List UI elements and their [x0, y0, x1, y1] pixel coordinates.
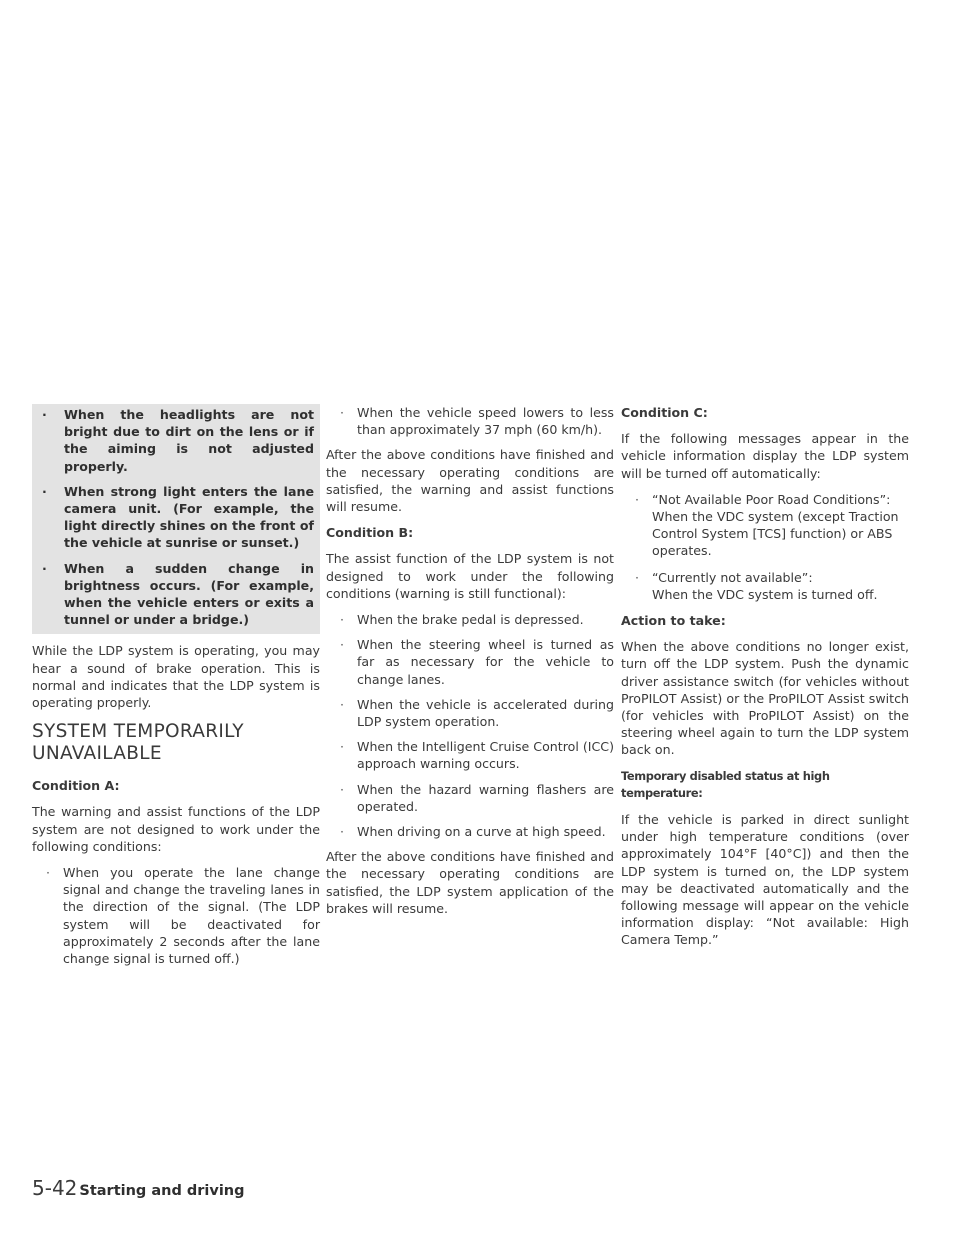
condition-b-resume-paragraph: After the above conditions have finished and the necessary operating conditions are satisfied, the LDP system application of the brakes will resume. [326, 849, 614, 916]
middle-column [326, 404, 614, 926]
bullet-icon: · [340, 781, 345, 797]
bullet-icon: · [635, 491, 640, 507]
list-item: · When driving on a curve at high speed. [340, 824, 606, 840]
list-item: · When the hazard warning flashers are operated. [340, 781, 614, 814]
bullet-icon: · [42, 483, 47, 499]
warning-item: · When a sudden change in brightness occurs. (For example, when the vehicle enters or exits a tunnel or under a bridge.) [42, 560, 314, 628]
list-item: · When the vehicle is accelerated during LDP system operation. [340, 696, 614, 730]
warning-box [32, 404, 320, 634]
list-item [621, 569, 909, 603]
page-footer [32, 1176, 245, 1200]
message-title: “Not Available Poor Road Conditions”: [652, 491, 891, 507]
bullet-icon: · [340, 637, 345, 653]
high-temp-text: If the vehicle is parked in direct sunlight under high temperature conditions (over approximately 104°F [40°C]) and then the LDP system is turned on, the LDP system may be deactivated automatically and the following message will appear on the vehicle information display: “Not available: High Camera Temp.” [621, 812, 909, 948]
left-column [32, 404, 320, 975]
section-heading: SYSTEM TEMPORARILY UNAVAILABLE [32, 721, 244, 765]
message-description: When the VDC system is turned off. [652, 586, 878, 602]
condition-c-label: Condition C: [621, 405, 708, 420]
list-item: · When you operate the lane change signal and change the traveling lanes in the direction of the signal. (The LDP system will be deactivated for approximately 2 seconds after the lane change signal is turned off.) [46, 865, 320, 967]
list-item [621, 491, 909, 560]
message-description: When the VDC system (except Traction Control System [TCS] function) or ABS operates. [652, 509, 899, 559]
right-column [621, 404, 909, 958]
list-item: · When the steering wheel is turned as far as necessary for the vehicle to change lanes. [340, 637, 614, 687]
condition-b-text: The assist function of the LDP system is not designed to work under the following conditions (warning is still functional): [326, 551, 614, 601]
brake-sound-paragraph: While the LDP system is operating, you may hear a sound of brake operation. This is normal and indicates that the LDP system is operating properly. [32, 643, 320, 711]
bullet-icon: · [46, 865, 51, 881]
action-label: Action to take: [621, 613, 726, 629]
bullet-icon: · [340, 612, 345, 628]
warning-item: · When strong light enters the lane camera unit. (For example, the light directly shines on the front of the vehicle at sunrise or sunset.) [42, 483, 314, 551]
message-title: “Currently not available”: [652, 569, 813, 585]
condition-a-text: The warning and assist functions of the LDP system are not designed to work under the following conditions: [32, 804, 320, 854]
bullet-icon: · [340, 405, 345, 420]
warning-item: · When the headlights are not bright due to dirt on the lens or if the aiming is not adjusted properly. [42, 407, 314, 474]
section-title: Starting and driving [79, 1183, 245, 1199]
high-temp-label: Temporary disabled status at high temperature: [621, 768, 830, 800]
bullet-icon: · [340, 824, 345, 840]
condition-a-resume-paragraph: After the above conditions have finished and the necessary operating conditions are satisfied, the warning and assist functions will resume. [326, 447, 614, 515]
list-item: · When the vehicle speed lowers to less than approximately 37 mph (60 km/h). [340, 405, 614, 438]
bullet-icon: · [42, 407, 47, 422]
bullet-icon: · [42, 560, 47, 576]
list-item: · When the brake pedal is depressed. [340, 612, 584, 628]
bullet-icon: · [635, 569, 640, 585]
condition-c-text: If the following messages appear in the vehicle information display the LDP system will be turned off automatically: [621, 431, 909, 481]
page-number: 5-42 [32, 1176, 78, 1200]
condition-b-label: Condition B: [326, 525, 414, 541]
bullet-icon: · [340, 739, 345, 755]
condition-a-label: Condition A: [32, 778, 120, 794]
action-text: When the above conditions no longer exist, turn off the LDP system. Push the dynamic driver assistance switch (for vehicles without ProPILOT Assist) or the ProPILOT Assist switch (for vehicles with ProPILOT Assist) on the steering wheel again to turn the LDP system back on. [621, 639, 909, 758]
bullet-icon: · [340, 696, 345, 712]
list-item: · When the Intelligent Cruise Control (ICC) approach warning occurs. [340, 739, 614, 772]
